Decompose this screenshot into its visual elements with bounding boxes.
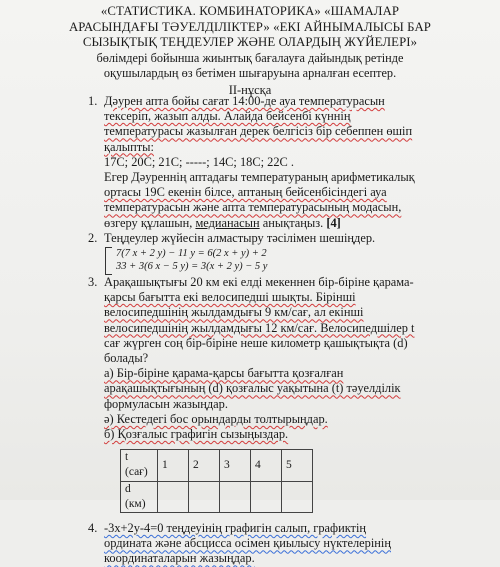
q3-line: велосипедшінің жылдамдығы 9 км/сағ, ал екінші [104,305,364,320]
table-cell: 4 [251,450,282,481]
q1-line: температурасы жазылған дерек белгісіз бір себеппен өшіп [104,124,413,139]
subtitle-line-2: оқушылардың өз бетімен шығаруына арналған есептер. [103,66,397,80]
table-cell: 1 [158,450,189,481]
table-cell: 5 [282,450,313,481]
q3-line: болады? [104,351,149,366]
q1-line: температурасын және апта температурасының модасын, [104,200,402,215]
q1-text: анықтаңыз. [259,215,327,230]
q3-part-a: арақашықтығының (d) қозғалыс уақытына (t) тәуелділік [104,381,401,396]
q2-text: Теңдеулер жүйесін алмастыру тәсілімен шешіңдер. [104,230,376,245]
question-number: 1. [88,94,98,108]
q3-part-b: ә) Кестедегі бос орындарды толтырыңдар. [104,411,328,426]
question-number: 3. [88,275,98,290]
worksheet-header [0,4,500,98]
motion-table [120,449,313,513]
title-line-2: АРАСЫНДАҒЫ ТӘУЕЛДІЛІКТЕР» «ЕКІ АЙНЫМАЛЫСЫ БАР [68,19,432,34]
table-row [121,481,313,512]
questions [88,94,493,567]
score-mark: [4] [326,215,341,230]
subtitle-line-1: бөлімдері бойынша жиынтық бағалауға дайындық ретінде [96,50,404,65]
table-cell[interactable] [158,481,189,512]
q3-line: Арақашықтығы 20 км екі елді мекеннен бір-біріне қарама- [104,275,414,290]
question-2 [88,231,493,273]
q1-line: Егер Дәуреннің аптадағы температураның арифметикалық [104,170,415,185]
q3-line: қарсы бағытта екі велосипедші шықты. Біріншi [104,290,356,305]
table-cell: 2 [189,450,220,481]
q4-line: координаталарын жазыңдар. [104,551,255,566]
q1-line: тексеріп, жазып алды. Алайда бейсенбі күннің [104,109,351,124]
q1-line [104,216,493,231]
question-4 [88,521,493,567]
table-cell[interactable] [251,481,282,512]
table-row-head: d (км) [121,481,158,512]
q1-line: ортасы 19С екенін білсе, аптаның бейсенбісіндегі ауа [104,185,387,200]
variant-label: II-нұсқа [228,82,272,97]
q4-line: ордината және абсцисса осімен қиылысу нүктелерінің [104,536,391,551]
table-cell[interactable] [220,481,251,512]
title-line-3: СЫЗЫҚТЫҚ ТЕҢДЕУЛЕР ЖӘНЕ ОЛАРДЫҢ ЖҮЙЕЛЕРІ» [82,35,418,49]
q1-text: өзгеру құлашын, [104,215,196,230]
system-brace [105,247,112,275]
table-row-head: t (сағ) [121,450,158,481]
equation-1: 7(7 x + 2 y) − 11 y = 6(2 x + y) + 2 [116,248,267,260]
question-1 [88,94,493,231]
question-number: 2. [88,230,98,245]
equation-2: 33 + 3(6 x − 5 y) = 3(x + 2 y) − 5 y [116,261,268,273]
q3-part-c: б) Қозғалыс графигін сызыңыздар. [104,427,289,442]
q3-line: велосипедшінің жылдамдығы 12 км/сағ. Велосипедшілер t [104,320,415,335]
q4-line: -3x+2y-4=0 теңдеуінің графигін салып, графиктің [104,521,367,536]
title-line-1: «СТАТИСТИКА. КОМБИНАТОРИКА» «ШАМАЛАР [100,4,400,18]
q3-line: сағ жүрген соң бір-біріне неше километр қашықтықта (d) [104,335,408,350]
question-3 [88,275,493,513]
q1-line: Дәурен апта бойы сағат 14:00-де ауа температурасын [104,94,385,108]
q3-part-a: а) Бір-біріне қарама-қарсы бағытта қозғалған [104,366,344,381]
q3-part-a: формуласын жазыңдар. [104,396,228,411]
temperature-data: 17С; 20С; 21С; -----; 14С; 18С; 22С . [104,154,294,169]
q1-line: қалыпты: [104,139,154,154]
median-word: медианасын [195,215,260,230]
table-cell: 3 [220,450,251,481]
table-row [121,450,313,481]
question-number: 4. [88,521,98,536]
table-cell[interactable] [189,481,220,512]
equation-system [106,247,493,273]
table-cell[interactable] [282,481,313,512]
